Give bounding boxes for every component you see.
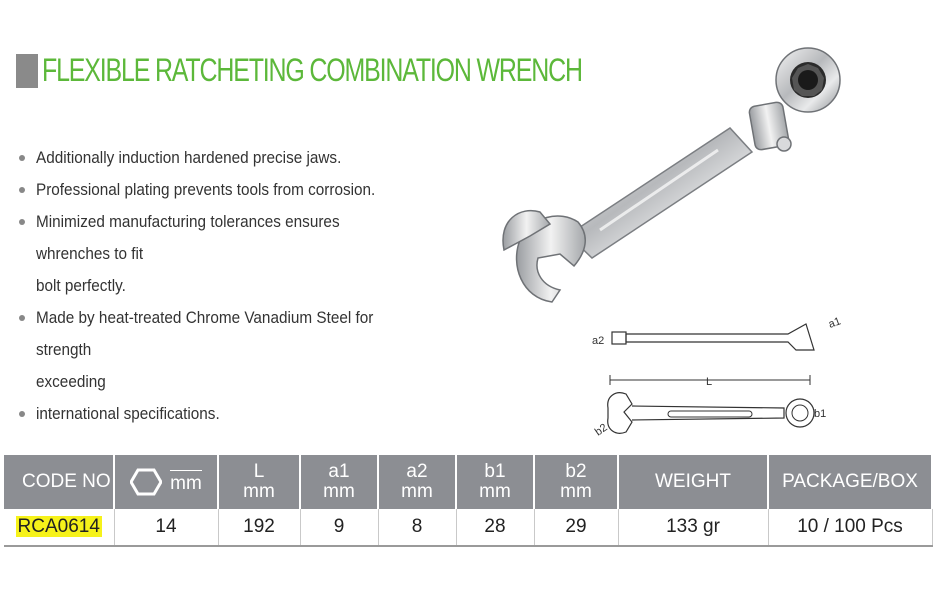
title-accent-block xyxy=(16,54,38,88)
spec-table xyxy=(4,455,933,547)
col-weight: WEIGHT xyxy=(618,455,768,509)
side-profile-diagram xyxy=(588,310,858,360)
bullet-icon xyxy=(19,411,25,417)
col-code: CODE NO xyxy=(4,455,114,509)
col-b2: b2 mm xyxy=(534,455,618,509)
feature-item: international specifications. xyxy=(18,398,458,430)
col-L: L mm xyxy=(218,455,300,509)
cell-a1: 9 xyxy=(300,509,378,546)
col-package: PACKAGE/BOX xyxy=(768,455,932,509)
col-a2: a2 mm xyxy=(378,455,456,509)
feature-list xyxy=(18,142,458,430)
cell-size: 14 xyxy=(114,509,218,546)
feature-item-continued: bolt perfectly. xyxy=(36,276,126,295)
cell-a2: 8 xyxy=(378,509,456,546)
feature-item: Minimized manufacturing tolerances ensures whrenches to fit xyxy=(18,206,458,270)
cell-weight: 133 gr xyxy=(618,509,768,546)
a2-label: a2 xyxy=(592,335,605,347)
wrench-photo xyxy=(490,40,850,310)
bullet-icon xyxy=(19,187,25,193)
top-view-diagram xyxy=(588,368,848,448)
cell-code: RCA0614 xyxy=(4,509,114,546)
col-b1: b1 mm xyxy=(456,455,534,509)
page-title: FLEXIBLE RATCHETING COMBINATION WRENCH xyxy=(42,52,582,88)
cell-b2: 29 xyxy=(534,509,618,546)
table-row xyxy=(4,509,932,546)
cell-package: 10 / 100 Pcs xyxy=(768,509,932,546)
b2-label: b2 xyxy=(592,421,610,439)
table-header-row xyxy=(4,455,932,509)
bullet-icon xyxy=(19,155,25,161)
hexagon-icon xyxy=(130,468,162,496)
feature-item-continued: exceeding xyxy=(36,372,106,391)
size-unit: mm xyxy=(170,470,202,495)
b1-label: b1 xyxy=(814,408,827,420)
bullet-icon xyxy=(19,315,25,321)
a1-label: a1 xyxy=(826,315,843,331)
col-a1: a1 mm xyxy=(300,455,378,509)
bullet-icon xyxy=(19,219,25,225)
feature-item: Made by heat-treated Chrome Vanadium Steel for strength xyxy=(18,302,458,366)
col-size xyxy=(114,455,218,509)
L-label: L xyxy=(706,376,713,388)
feature-item: Additionally induction hardened precise jaws. xyxy=(18,142,458,174)
feature-item: Professional plating prevents tools from corrosion. xyxy=(18,174,458,206)
cell-L: 192 xyxy=(218,509,300,546)
cell-b1: 28 xyxy=(456,509,534,546)
